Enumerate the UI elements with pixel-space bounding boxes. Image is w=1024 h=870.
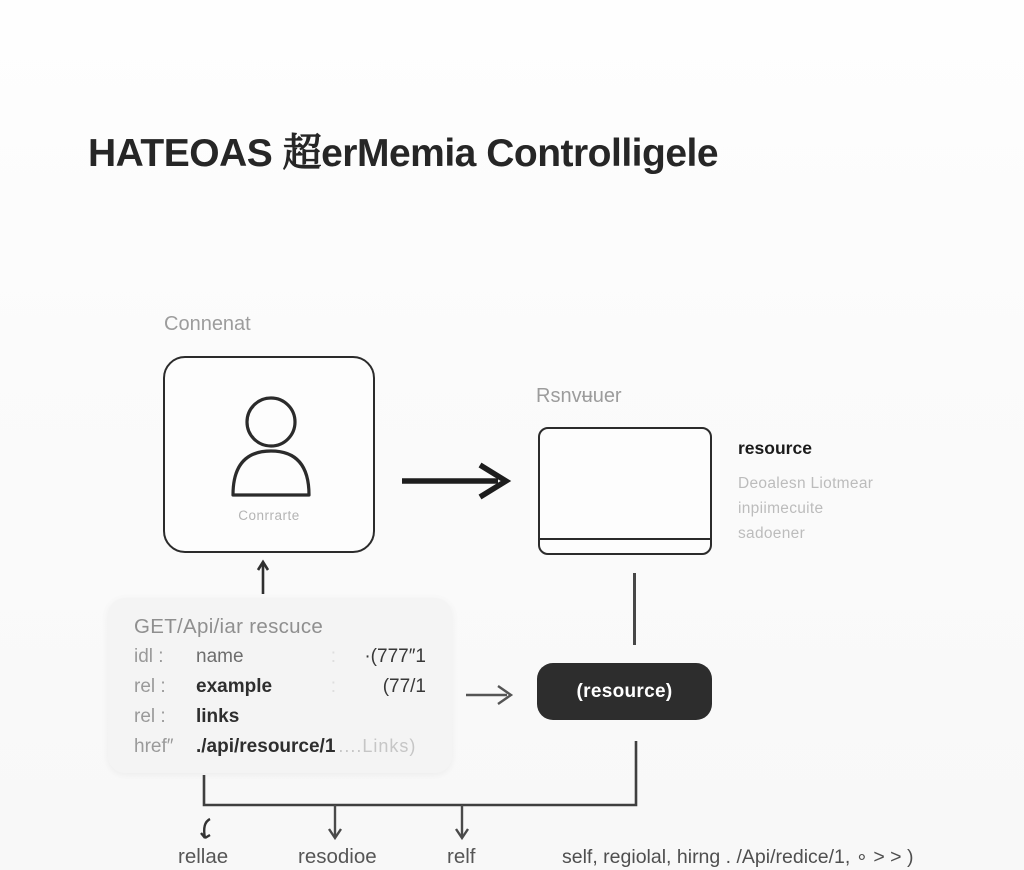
arrow-down-icon <box>456 805 468 838</box>
request-separator: : <box>330 646 336 667</box>
request-key: rel : <box>134 706 166 727</box>
request-key: href″ <box>134 736 174 757</box>
person-icon <box>215 386 327 506</box>
request-suffix: ....Links) <box>338 736 417 756</box>
arrow-right-icon <box>398 460 516 502</box>
client-caption: Conrrarte <box>238 508 300 523</box>
footer-label-resource: resodioe <box>298 845 377 868</box>
server-tray-line <box>540 538 710 540</box>
request-field: example <box>196 676 273 697</box>
resource-note-line: inpiimecuite <box>738 500 824 517</box>
footer-link-text: self, regiolal, hirng . /Api/redice/1, ∘ > > ) <box>562 846 914 868</box>
request-field: name <box>196 646 244 667</box>
resource-chip-label: (resource) <box>576 680 673 702</box>
request-row-rel-links <box>134 706 426 736</box>
request-title: GET/Api/iar rescuce <box>134 615 324 638</box>
arrow-right-small-icon <box>463 680 519 710</box>
request-row-rel-example <box>134 676 426 706</box>
request-value: ·(777″1 <box>364 646 426 667</box>
request-key: rel : <box>134 676 166 697</box>
connector-server-chip <box>633 573 636 645</box>
request-separator: : <box>330 676 336 697</box>
resource-note-line: sadoener <box>738 525 806 542</box>
request-row-id <box>134 646 426 676</box>
page-title: HATEOAS 超erMemia Controlligele <box>88 132 719 175</box>
request-key: idl : <box>134 646 164 667</box>
connector-bracket <box>198 735 648 850</box>
arrow-down-icon <box>329 805 341 838</box>
footer-label-rel: rellae <box>178 845 229 868</box>
request-value: (77/1 <box>382 676 426 697</box>
client-label: Connenat <box>164 313 251 335</box>
resource-note-heading: resource <box>738 438 812 458</box>
resource-note-line: Deoalesn Liotmear <box>738 475 874 492</box>
hook-mark-icon <box>201 819 210 838</box>
request-field: ./api/resource/1 <box>196 736 336 757</box>
arrow-up-icon <box>251 558 275 596</box>
request-field: links <box>196 706 240 727</box>
client-box <box>163 356 375 553</box>
resource-chip <box>537 663 712 720</box>
footer-label-self: relf <box>447 845 476 868</box>
server-label: Rsnvʉuer <box>536 385 622 407</box>
resource-note <box>738 438 988 546</box>
server-box <box>538 427 712 555</box>
